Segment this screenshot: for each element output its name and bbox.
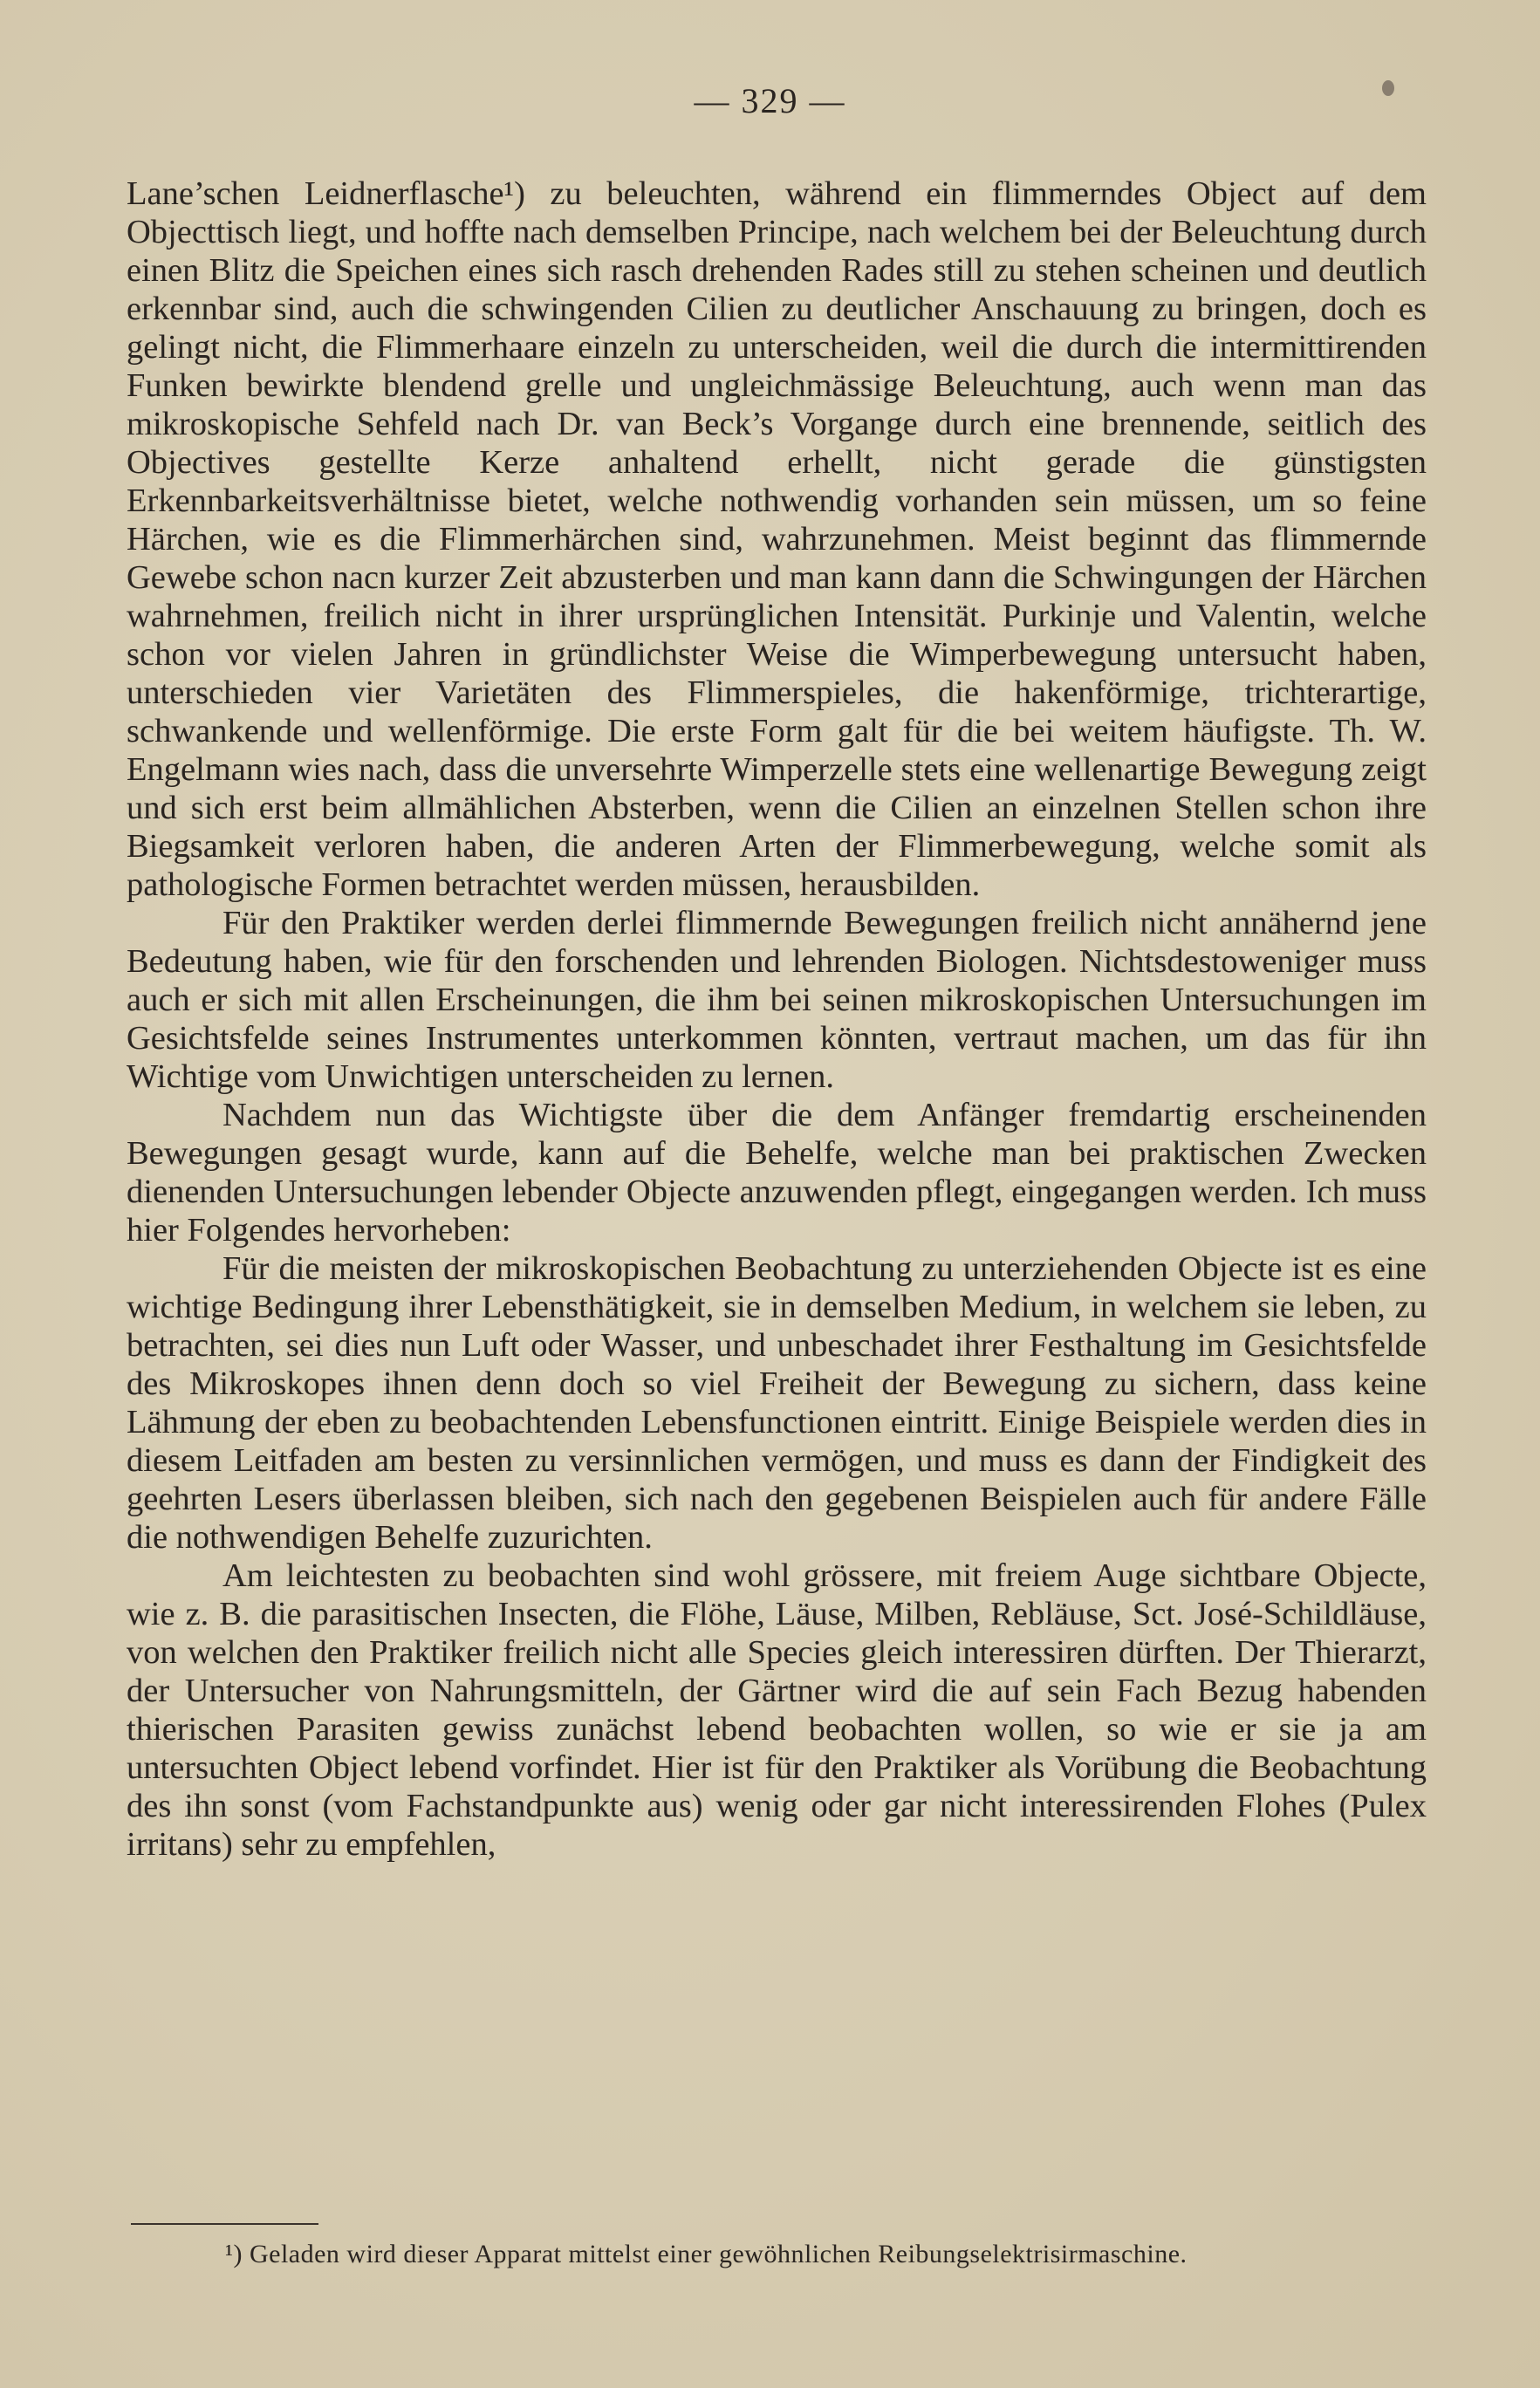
footnote-divider [131,2223,318,2225]
page-number: — 329 — [694,81,846,120]
body-text [127,174,1427,1864]
paragraph-5: Am leichtesten zu beobachten sind wohl grössere, mit freiem Auge sichtbare Objecte, wie z. B. die parasitischen Insecten, die Flöhe, Läuse, Milben, Rebläuse, Sct. José-Schildläuse, von welchen den Praktiker freilich nicht alle Species gleich interessiren dürften. Der Thierarzt, der Untersucher von Nahrungsmitteln, der Gärtner wird die auf sein Fach Bezug habenden thierischen Parasiten gewiss zunächst lebend beobachten wollen, so wie er sie ja am untersuchten Object lebend vorfindet. Hier ist für den Praktiker als Vorübung die Beobachtung des ihn sonst (vom Fachstandpunkte aus) wenig oder gar nicht interessirenden Flohes (Pulex irritans) sehr zu empfehlen, [127,1557,1427,1863]
ink-speck [1382,80,1394,96]
paragraph-4: Für die meisten der mikroskopischen Beobachtung zu unterziehenden Objecte ist es eine wichtige Bedingung ihrer Lebensthätigkeit, sie in demselben Medium, in welchem sie leben, zu betrachten, sei dies nun Luft oder Wasser, und unbeschadet ihrer Festhaltung im Gesichtsfelde des Mikroskopes ihnen denn doch so viel Freiheit der Bewegung zu sichern, dass keine Lähmung der eben zu beobachtenden Lebensfunctionen eintritt. Einige Beispiele werden dies in diesem Leitfaden am besten zu versinnlichen vermögen, und muss es dann der Findigkeit des geehrten Lesers überlassen bleiben, sich nach den gegebenen Beispielen auch für andere Fälle die nothwendigen Behelfe zuzurichten. [127,1250,1427,1556]
paragraph-3: Nachdem nun das Wichtigste über die dem Anfänger fremdartig erscheinenden Bewegungen gesagt wurde, kann auf die Behelfe, welche man bei praktischen Zwecken dienenden Untersuchungen lebender Objecte anzuwenden pflegt, eingegangen werden. Ich muss hier Folgendes hervorheben: [127,1097,1427,1249]
paragraph-1: Lane’schen Leidnerflasche¹) zu beleuchten, während ein flimmerndes Object auf dem Objecttisch liegt, und hoffte nach demselben Principe, nach welchem bei der Beleuchtung durch einen Blitz die Speichen eines sich rasch drehenden Rades still zu stehen scheinen und deutlich erkennbar sind, auch die schwingenden Cilien zu deutlicher Anschauung zu bringen, doch es gelingt nicht, die Flimmerhaare einzeln zu unterscheiden, weil die durch die intermittirenden Funken bewirkte blendend grelle und ungleichmässige Beleuchtung, auch wenn man das mikroskopische Sehfeld nach Dr. van Beck’s Vorgange durch eine brennende, seitlich des Objectives gestellte Kerze anhaltend erhellt, nicht gerade die günstigsten Erkennbarkeitsverhältnisse bietet, welche nothwendig vorhanden sein müssen, um so feine Härchen, wie es die Flimmerhärchen sind, wahrzunehmen. Meist beginnt das flimmernde Gewebe schon nacn kurzer Zeit abzusterben und man kann dann die Schwingungen der Härchen wahrnehmen, freilich nicht in ihrer ursprünglichen Intensität. Purkinje und Valentin, welche schon vor vielen Jahren in gründlichster Weise die Wimperbewegung untersucht haben, unterschieden vier Varietäten des Flimmerspieles, die hakenförmige, trichterartige, schwankende und wellenförmige. Die erste Form galt für die bei weitem häufigste. Th. W. Engelmann wies nach, dass die unversehrte Wimperzelle stets eine wellenartige Bewegung zeigt und sich erst beim allmählichen Absterben, wenn die Cilien an einzelnen Stellen schon ihre Biegsamkeit verloren haben, die anderen Arten der Flimmerbewegung, welche somit als pathologische Formen betrachtet werden müssen, herausbilden. [127,175,1427,903]
footnote: ¹) Geladen wird dieser Apparat mittelst einer gewöhnlichen Reibungselektrisirmaschine. [225,2240,1188,2268]
paragraph-2: Für den Praktiker werden derlei flimmernde Bewegungen freilich nicht annähernd jene Bedeutung haben, wie für den forschenden und lehrenden Biologen. Nichtsdestoweniger muss auch er sich mit allen Erscheinungen, die ihm bei seinen mikroskopischen Untersuchungen im Gesichtsfelde seines Instrumentes unterkommen könnten, vertraut machen, um das für ihn Wichtige vom Unwichtigen unterscheiden zu lernen. [127,905,1427,1095]
